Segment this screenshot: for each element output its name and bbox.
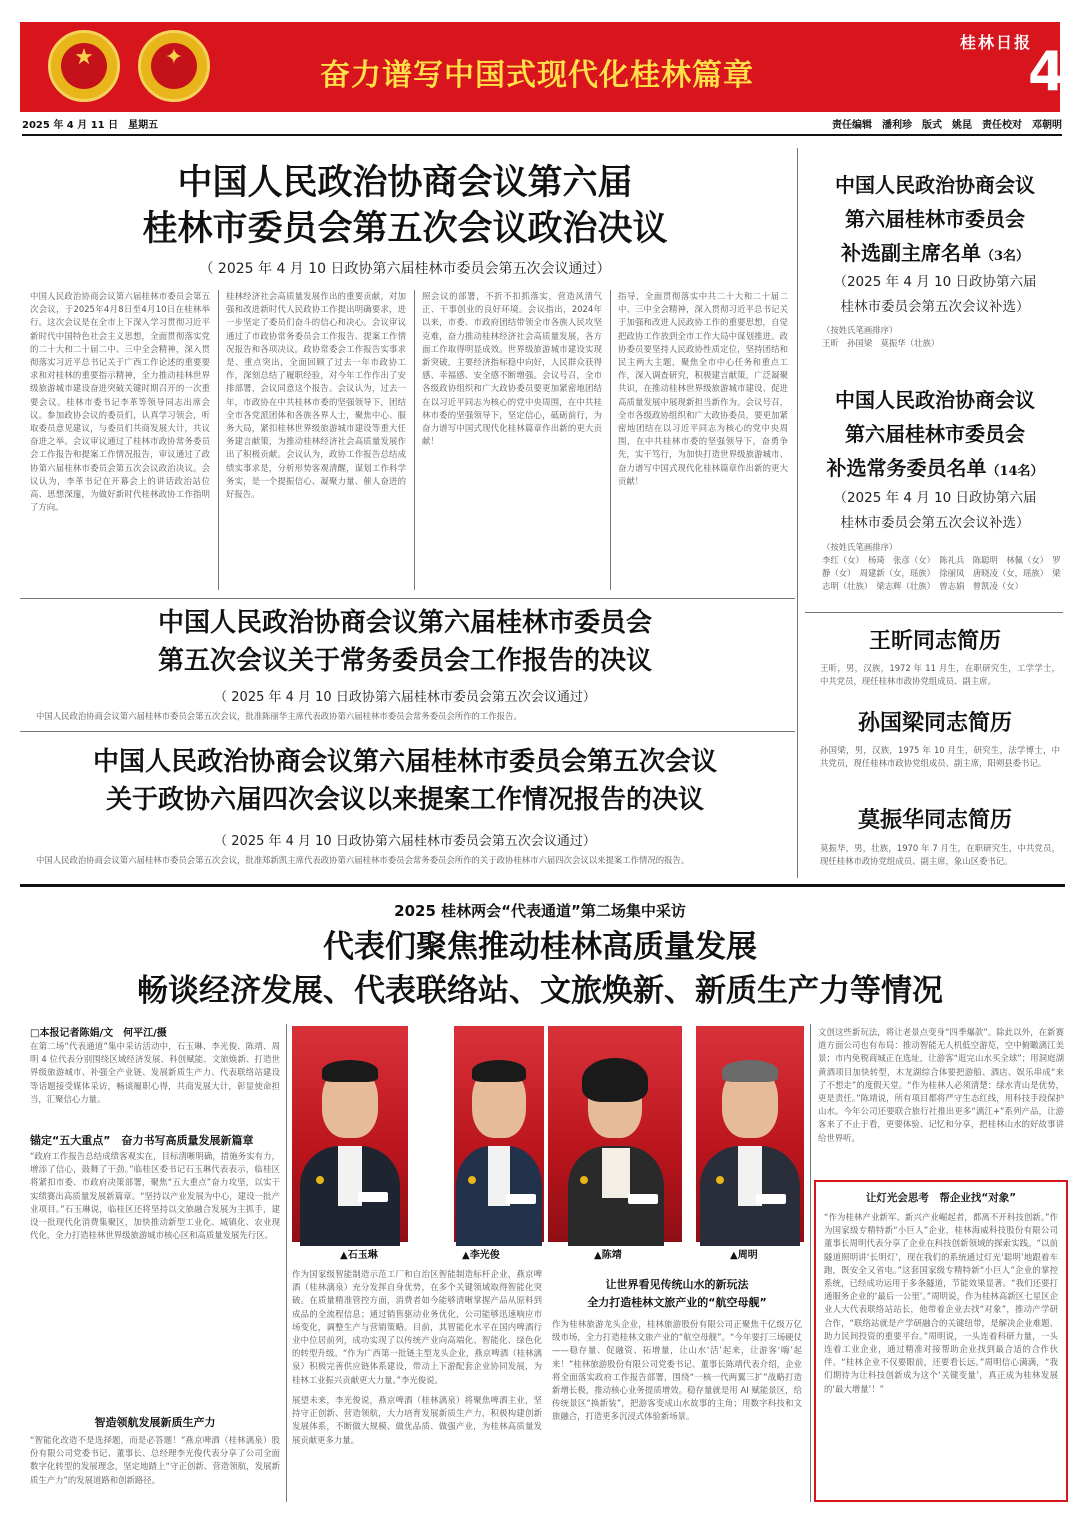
list2-subtitle: [805, 486, 1065, 536]
caption-chen-jing: ▲陈靖: [594, 1250, 622, 1261]
deputy-chair-list-title: [805, 168, 1065, 274]
resolution-title-line1: 中国人民政治协商会议第六届: [177, 162, 633, 203]
resolution3-title-line1: 中国人民政治协商会议第六届桂林市委员会第五次会议: [92, 747, 717, 777]
section3-title-line2: 全力打造桂林文旅产业的“航空母舰”: [587, 1296, 767, 1309]
feature-title: [20, 925, 1060, 1013]
resolution3-subtitle: （ 2025 年 4 月 10 日政协第六届桂林市委员会第五次会议通过）: [214, 834, 596, 849]
resolution-title-line2: 桂林市委员会第五次会议政治决议: [142, 208, 668, 249]
feature-intro: 在第二场“代表通道”集中采访活动中，石玉琳、李光俊、陈靖、周明 4 位代表分别围绕区域经济发展、科创赋能、文旅焕新、打造世界级旅游城市、补强全产业链、发展新质生产力、代表联络站建设等话题接受媒体采访，畅谈履职心得，共商发展大计，彰显使命担当，汇聚信心力量。: [30, 1041, 280, 1104]
resolution2-body: 中国人民政治协商会议第六届桂林市委员会第五次会议，批准陈丽华主席代表政协第六届桂林市委员会常务委员会所作的工作报告。: [36, 711, 522, 721]
list2-title-line3: 补选常务委员名单: [826, 456, 987, 480]
feature-kicker: 2025 桂林两会“代表通道”第二场集中采访: [394, 902, 686, 920]
emblems: [48, 30, 228, 104]
photo-chen-jing: [548, 1026, 682, 1242]
feature-rule: [20, 884, 1065, 887]
resolution3-title: [20, 743, 790, 819]
list1-title-line3: 补选副主席名单: [840, 241, 981, 265]
resolution2-title-line1: 中国人民政治协商会议第六届桂林市委员会: [157, 608, 652, 638]
list2-subtitle-line2: 桂林市委员会第五次会议补选）: [840, 515, 1030, 531]
resolution2-subtitle: （ 2025 年 4 月 10 日政协第六届桂林市委员会第五次会议通过）: [214, 690, 596, 705]
resolution-subtitle: （ 2025 年 4 月 10 日政协第六届桂林市委员会第五次会议通过）: [199, 261, 611, 277]
list1-names: 王昕 孙国梁 莫振华（壮族）: [822, 338, 940, 348]
section1-title: 锚定“五大重点” 奋力书写高质量发展新篇章: [30, 1134, 254, 1147]
resolution2-title: [20, 604, 790, 680]
section3-body: 作为桂林旅游龙头企业，桂林旅游股份有限公司正聚焦千亿级万亿级市场，全力打造桂林文旅产业的“航空母舰”。“今年要打三场硬仗——稳存量、促融资、拓增量，让山水‘活’起来，让游客‘嗨’起来！”桂林旅游股份有限公司党委书记、董事长陈靖代表介绍，企业将全面落实政府工作报告部署，围绕“一核一代两翼三扩”战略打造新增长极，推动核心业务提质增效。稳存量就是用 AI 赋能景区，给传统景区“换新装”，把游客变成山水故事的主角；用数字科技和文旅融合，打造更多沉浸式体验新场景。: [552, 1319, 802, 1422]
banner-slogan: 奋力谱写中国式现代化桂林篇章: [320, 58, 754, 93]
sidebar-box: [814, 1180, 1068, 1502]
photo-shi-yulin: [292, 1026, 408, 1242]
list1-subtitle-line2: 桂林市委员会第五次会议补选）: [840, 299, 1030, 315]
bio3-title: 莫振华同志简历: [857, 807, 1012, 833]
list1-count: （3名）: [980, 249, 1030, 264]
box-body: “作为桂林产业新军、新兴产业崛起者，都离不开科技创新。”作为国家级专精特新“小巨人”企业，桂林海威科技股份有限公司董事长周明代表分享了企业在科技创新领域的探索实践。“以前隧道照明讲‘长明灯’，现在我们的系统通过灯光‘聪明’地跟着车跑，既安全又省电。”这套国家级专精特新“小巨人”企业的掌控系统，已经成功运用于多条隧道，节能效果显著。“我们还要打通服务企业的‘最后一公里’。”周明说，作为桂林高新区七星区企业人大代表联络站站长，他带着企业去找“对象”，推动产学研合作，“联络站就是产学研融合的关键纽带，是解决企业难题、助力民间投资的重要平台。”周明说，一头连着科研力量，一头连着工业企业，通过精准对接帮助企业找到最合适的合作伙伴。“桂林企业不仅要眼前，还要看长远。”周明信心满满，“我们期待为让科技创新成为这个‘关键变量’，真正成为桂林发展的‘最大增量’！”: [824, 1212, 1058, 1394]
resolution-col-2: 桂林经济社会高质量发展作出的重要贡献，对加强和改进新时代人民政协工作提出明确要求，进一步坚定了委员们奋斗的信心和决心。会议审议通过了市政协常务委员会工作报告、提案工作情况报告和各项决议。政协常委会工作报告实事求是、重点突出，全面回顾了过去一年市政协工作，深刻总结了履职经验，对今年工作作出了安排部署，会议同意这个报告。会议认为，过去一年，市政协在中共桂林市委的坚强领导下，团结全市各党派团体和各族各界人士，聚焦中心、服务大局，紧扣桂林世界级旅游城市建设等重大任务建言献策，为推动桂林经济社会高质量发展作出了积极贡献。会议认为，政协工作报告总结成绩实事求是，分析形势客观清醒，谋划工作科学务实，是一个提振信心、凝聚力量、催人奋进的好报告。: [226, 291, 406, 500]
caption-zhou-ming: ▲周明: [730, 1250, 758, 1261]
section2-title: 智造领航发展新质生产力: [94, 1416, 216, 1429]
list1-subtitle: [805, 270, 1065, 320]
box-title: 让灯光会思考 帮企业找“对象”: [865, 1192, 1017, 1204]
standing-member-list-title: [805, 383, 1065, 489]
photo-li-guangjun: [454, 1026, 544, 1242]
bio1-text: 王昕，男，汉族，1972 年 11 月生，在职研究生，工学学士，中共党员，现任桂林市政协党组成员、副主席。: [820, 663, 1060, 687]
bio3-text: 莫振华，男，壮族，1970 年 7 月生，在职研究生，中共党员，现任桂林市政协党组成员、副主席，象山区委书记。: [820, 843, 1060, 867]
list2-title-line1: 中国人民政治协商会议: [835, 388, 1035, 412]
list2-subtitle-line1: （2025 年 4 月 10 日政协第六届: [833, 490, 1037, 506]
cppcc-emblem-icon: ✦: [138, 30, 210, 102]
resolution-col-3: 照会议的部署，不折不扣抓落实，营造风清气正、干事创业的良好环境。会议指出，2024年以来，市委、市政府团结带领全市各族人民攻坚克难，奋力推动桂林经济社会高质量发展，各方面工作取得明显成效。世界级旅游城市建设实现新突破，主要经济指标稳中向好，人民群众获得感、幸福感、安全感不断增强。会议号召，全市各级政协组织和广大政协委员要更加紧密地团结在以习近平同志为核心的党中央周围，在中共桂林市委的坚强领导下，坚定信心，砥砺前行，为奋力谱写中国式现代化桂林篇章作出新的更大贡献！: [422, 291, 602, 447]
bio1-title: 王昕同志简历: [868, 628, 1001, 654]
resolution3-title-line2: 关于政协六届四次会议以来提案工作情况报告的决议: [105, 785, 704, 815]
resolution-col-4: 指导，全面贯彻落实中共二十大和二十届二中、三中全会精神，深入贯彻习近平总书记关于加强和改进人民政协工作的重要思想，自觉把政协工作放到全市工作大局中谋划推进。政协委员要坚持人民政协性质定位，坚持团结和民主两大主题，聚焦全市中心任务和重点工作，深入调查研究，积极建言献策，广泛凝聚共识，在推动桂林世界级旅游城市建设、促进高质量发展中展现新担当新作为。会议号召，全市各级政协组织和广大政协委员，要更加紧密地团结在以习近平同志为核心的党中央周围，在中共桂林市委的坚强领导下，奋勇争先，实干笃行，为加快打造世界级旅游城市、奋力谱写中国式现代化桂林篇章作出新的更大贡献！: [618, 291, 788, 486]
feature-title-line2: 畅谈经济发展、代表联络站、文旅焕新、新质生产力等情况: [137, 973, 943, 1009]
list1-order-note: （按姓氏笔画排序）: [822, 325, 898, 335]
list1-title-line2: 第六届桂林市委员会: [845, 207, 1025, 231]
chen-jing-continued: 文创这些新玩法，将让老景点变身“四季爆款”。除此以外，在新赛道方面公司也有布局：推动智能无人机低空游览，空中俯瞰漓江美景；市内免税商城正在选址，让游客“逛完山水买全球”；用洞庭湖黄酒项目加快转型，木龙湖综合体要把游船、酒店、娱乐串成“来了不想走”的度假天堂。“作为桂林人必须清楚：绿水青山是优势，更是责任。”陈靖说，所有项目都将严守生态红线，用科技手段保护山水。今年公司还要联合旅行社推出更多“漓江+”系列产品，让游客来了不止于看，更要体验、记忆和分享，把桂林山水的好故事讲给世界听。: [818, 1027, 1064, 1143]
resolution-title: [20, 160, 790, 252]
list1-subtitle-line1: （2025 年 4 月 10 日政协第六届: [833, 274, 1037, 290]
section3-title-line1: 让世界看见传统山水的新玩法: [605, 1278, 749, 1291]
masthead-banner: [20, 22, 1066, 112]
resolution2-title-line2: 第五次会议关于常务委员会工作报告的决议: [157, 646, 652, 676]
caption-shi-yulin: ▲石玉琳: [340, 1250, 378, 1261]
bio2-text: 孙国梁，男，汉族，1975 年 10 月生，研究生，法学博士，中共党员，现任桂林市政协党组成员、副主席，阳朔县委书记。: [820, 745, 1060, 769]
feature-byline: □本报记者陈娟/文 何平江/摄: [30, 1028, 167, 1039]
li-guangjun-body-1: 作为国家级智能制造示范工厂和自治区智能制造标杆企业，燕京啤酒（桂林漓泉）充分发挥自身优势，在多个关键领域取得智能化突破。在质量精准管控方面，消费者如今能够清晰掌握产品从原料到成品的全流程信息；通过销售驱动业务优化，公司能够迅速响应市场变化，调整生产与营销策略。目前，其智能化水平在国内啤酒行业中位居前列，成功实现了以传统产业向高端化、智能化、绿色化的转型升级。“作为广西第一批链主型龙头企业，燕京啤酒（桂林漓泉）积极完善供应链体系建设，带动上下游配套企业协同发展，为桂林工业振兴贡献更大力量。”李光俊说。: [292, 1269, 542, 1385]
resolution3-body: 中国人民政治协商会议第六届桂林市委员会第五次会议，批准郑新凯主席代表政协第六届桂林市委员会常务委员会所作的关于政协桂林市六届四次会议以来提案工作情况的报告。: [36, 855, 690, 865]
list2-count: （14名）: [986, 464, 1044, 479]
resolution-col-1: 中国人民政治协商会议第六届桂林市委员会第五次会议，于2025年4月8日至4月10日在桂林举行。这次会议是在全市上下深入学习贯彻习近平新时代中国特色社会主义思想，全面贯彻落实党的二十大和二十届二中、三中全会精神，深入贯彻落实习近平总书记关于广西工作论述的重要要求和对桂林的重要指示精神，全力推动桂林世界级旅游城市建设奋进突破关键时期召开的一次重要会议。桂林市委书记李革等领导同志出席会议。参加政协会议的委员们，认真学习领会，听取委员意见建议，与委员们共商发展大计，共议奋进之举。会议审议通过了桂林市政协常务委员会工作报告和提案工作情况报告，审议通过了政协第六届桂林市委员会第五次会议政治决议。会议认为，李革书记在开幕会上的讲话政治站位高、思想深邃，为做好新时代桂林政协工作指明了方向。: [30, 291, 210, 513]
national-emblem-icon: ★: [48, 30, 120, 102]
photo-zhou-ming: [696, 1026, 804, 1242]
feature-title-line1: 代表们聚焦推动桂林高质量发展: [323, 929, 757, 965]
list2-order-note: （按姓氏笔画排序）: [822, 542, 898, 552]
section1-body: “政府工作报告总结成绩客观实在，目标清晰明确，措施务实有力，增添了信心，鼓舞了干劲。”临桂区委书记石玉琳代表表示，临桂区将紧扣市委、市政府决策部署，聚焦“五大重点”奋力攻坚，以实干实绩赛出高质量发展新篇章。“坚持以产业发展为中心，建设一批产业项目。”石玉琳说，临桂区还将坚持以文旅融合发展为主抓手，建设一批现代化消费集聚区，加快推动新型工业化、城镇化、农业现代化，全力打造桂林世界级旅游城市核心区和高质量发展先行区。: [30, 1151, 280, 1241]
list1-title-line1: 中国人民政治协商会议: [835, 173, 1035, 197]
list2-names: 李红（女） 杨琦 张彦（女） 陈礼兵 陈聪明 林佩（女） 罗静（女） 周建新（女，瑶族） 徐丽凤 唐晓凌（女，瑶族） 梁志明（壮族） 梁志辉（壮族） 曾志娟 曾凯凌（女）: [822, 555, 1061, 591]
dateline: [22, 116, 1062, 136]
paper-name: 桂林日报: [960, 33, 1033, 52]
page-number: 4: [1028, 40, 1066, 103]
list2-title-line2: 第六届桂林市委员会: [845, 422, 1025, 446]
caption-li-guangjun: ▲李光俊: [462, 1250, 500, 1261]
section3-title: [552, 1276, 802, 1312]
li-guangjun-body-2: 展望未来，李光俊说，燕京啤酒（桂林漓泉）将聚焦啤酒主业，坚持守正创新、营造领航，大力培育发展新质生产力，积极构建创新发展体系，不断做大规模、做优品质、做强产业，为桂林高质量发展贡献更多力量。: [292, 1395, 542, 1445]
editor-credits: 责任编辑 潘利珍 版式 姚昆 责任校对 邓朝明: [832, 120, 1062, 131]
section2-body: “智能化改造不是选择题，而是必答题！”燕京啤酒（桂林漓泉）股份有限公司党委书记、董事长、总经理李光俊代表分享了公司全面数字化转型的发展理念，坚定地踏上“守正创新、营造领航，发展新质生产力”的发展道路和创新路径。: [30, 1435, 280, 1485]
bio2-title: 孙国梁同志简历: [857, 710, 1012, 736]
issue-date: 2025 年 4 月 11 日 星期五: [22, 120, 159, 131]
